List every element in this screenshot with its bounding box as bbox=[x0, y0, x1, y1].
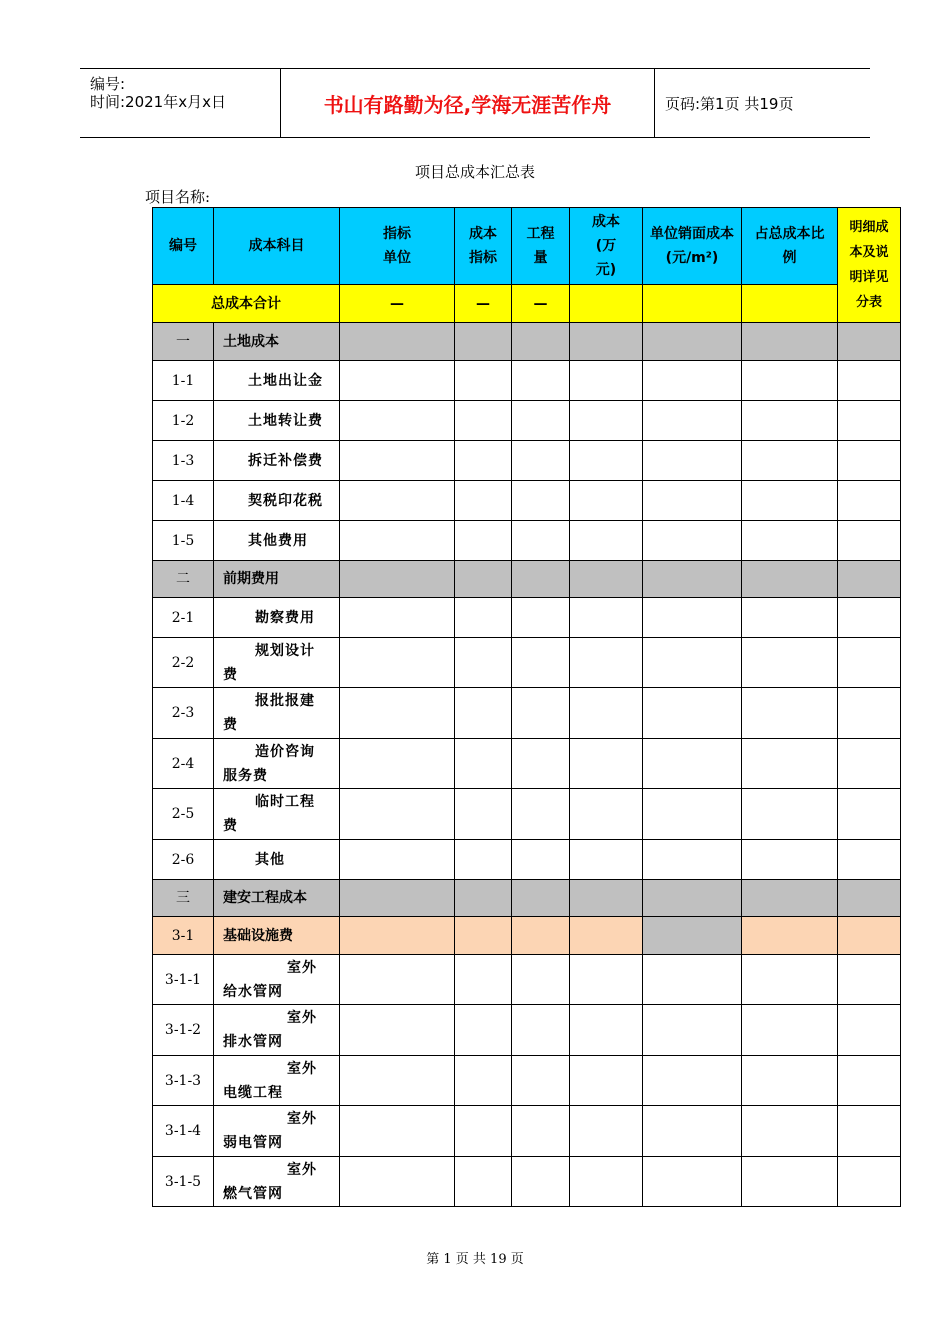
row-name-line2: 费 bbox=[223, 666, 238, 683]
header-left bbox=[80, 69, 280, 137]
row-name-line1: 室外 bbox=[287, 1060, 317, 1077]
time-label: 时间:2021年x月x日 bbox=[90, 93, 226, 111]
table-row bbox=[153, 840, 901, 880]
table-row bbox=[153, 323, 901, 361]
row-name bbox=[214, 638, 340, 688]
row-name bbox=[214, 1157, 340, 1207]
row-name bbox=[214, 739, 340, 789]
table-row bbox=[153, 1106, 901, 1157]
row-name-line2: 费 bbox=[223, 818, 238, 834]
page-footer: 第 1 页 共 19 页 bbox=[426, 1252, 524, 1267]
table-row bbox=[153, 598, 901, 638]
row-name-line1: 室外 bbox=[287, 1161, 317, 1178]
row-code: 3-1-4 bbox=[153, 1106, 214, 1157]
row-code: 1-1 bbox=[153, 361, 214, 401]
row-name: 其他费用 bbox=[214, 521, 340, 561]
row-name: 其他 bbox=[214, 840, 340, 880]
col-cost-indicator bbox=[455, 208, 512, 285]
total-label: 总成本合计 bbox=[153, 285, 340, 323]
row-name-line2: 排水管网 bbox=[223, 1034, 283, 1050]
col-quantity-text: 工程量 bbox=[526, 226, 555, 266]
row-name-line2: 给水管网 bbox=[223, 983, 283, 1000]
row-name bbox=[214, 1056, 340, 1106]
table-row bbox=[153, 688, 901, 739]
row-name: 契税印花税 bbox=[214, 481, 340, 521]
col-detail bbox=[838, 208, 901, 323]
row-name-line2: 费 bbox=[223, 717, 238, 733]
table-row bbox=[153, 1056, 901, 1106]
col-ratio bbox=[742, 208, 838, 285]
row-name-line1: 室外 bbox=[287, 1010, 317, 1026]
row-name-line1: 室外 bbox=[287, 1111, 317, 1127]
document-title: 项目总成本汇总表 bbox=[414, 163, 535, 181]
project-name-label: 项目名称: bbox=[145, 188, 211, 206]
row-code: 2-2 bbox=[153, 638, 214, 688]
col-indicator-unit bbox=[340, 208, 455, 285]
row-code: 3-1-2 bbox=[153, 1005, 214, 1056]
row-code: 1-2 bbox=[153, 401, 214, 441]
table-row bbox=[153, 1005, 901, 1056]
total-dash-indicator-unit: — bbox=[340, 285, 455, 323]
table-row bbox=[153, 1157, 901, 1207]
col-unit-sales-area bbox=[643, 208, 742, 285]
row-name-line2: 电缆工程 bbox=[223, 1084, 283, 1101]
row-name: 基础设施费 bbox=[214, 917, 340, 955]
total-row bbox=[153, 285, 901, 323]
table-row bbox=[153, 880, 901, 917]
col-quantity bbox=[512, 208, 570, 285]
row-code: 一 bbox=[153, 323, 214, 361]
row-name: 土地成本 bbox=[214, 323, 340, 361]
row-name bbox=[214, 688, 340, 739]
row-code: 1-3 bbox=[153, 441, 214, 481]
row-code: 3-1-1 bbox=[153, 955, 214, 1005]
table-row bbox=[153, 521, 901, 561]
row-name-line1: 报批报建 bbox=[255, 693, 315, 709]
page-header bbox=[80, 68, 870, 138]
table-row bbox=[153, 401, 901, 441]
total-cost bbox=[570, 285, 643, 323]
row-code: 二 bbox=[153, 561, 214, 598]
row-name-line1: 室外 bbox=[287, 959, 317, 976]
col-detail-text: 明细成本及说明详见分表 bbox=[849, 220, 889, 310]
table-row bbox=[153, 638, 901, 688]
row-code: 2-1 bbox=[153, 598, 214, 638]
total-unit-sales-area bbox=[643, 285, 742, 323]
table-row bbox=[153, 361, 901, 401]
row-code: 3-1-5 bbox=[153, 1157, 214, 1207]
total-dash-quantity: — bbox=[512, 285, 570, 323]
row-code: 2-6 bbox=[153, 840, 214, 880]
row-code: 1-5 bbox=[153, 521, 214, 561]
col-cost-text: 成本(万元) bbox=[592, 214, 620, 278]
table-row bbox=[153, 481, 901, 521]
row-code: 2-3 bbox=[153, 688, 214, 739]
col-ratio-text: 占总成本比例 bbox=[754, 226, 825, 266]
col-code: 编号 bbox=[153, 208, 214, 285]
row-name-line2: 燃气管网 bbox=[223, 1185, 283, 1202]
row-name bbox=[214, 955, 340, 1005]
row-name bbox=[214, 1005, 340, 1056]
row-name: 土地出让金 bbox=[214, 361, 340, 401]
col-subject: 成本科目 bbox=[214, 208, 340, 285]
row-name bbox=[214, 789, 340, 840]
table-row bbox=[153, 955, 901, 1005]
col-cost bbox=[570, 208, 643, 285]
table-header-row bbox=[153, 208, 901, 285]
total-ratio bbox=[742, 285, 838, 323]
table-row bbox=[153, 917, 901, 955]
col-indicator-unit-text: 指标单位 bbox=[383, 226, 411, 266]
table-row bbox=[153, 789, 901, 840]
row-name bbox=[214, 1106, 340, 1157]
table-row bbox=[153, 441, 901, 481]
table-row bbox=[153, 739, 901, 789]
row-name-line2: 弱电管网 bbox=[223, 1135, 283, 1151]
col-unit-sales-area-text: 单位销面成本(元/m²) bbox=[650, 226, 734, 266]
col-cost-indicator-text: 成本指标 bbox=[469, 226, 497, 266]
row-name-line2: 服务费 bbox=[223, 767, 268, 784]
row-name: 前期费用 bbox=[214, 561, 340, 598]
slogan: 书山有路勤为径,学海无涯苦作舟 bbox=[280, 69, 655, 137]
row-name: 建安工程成本 bbox=[214, 880, 340, 917]
row-name-line1: 规划设计 bbox=[255, 642, 315, 659]
row-name-line1: 造价咨询 bbox=[255, 743, 315, 760]
cost-summary-table bbox=[152, 207, 901, 1207]
table-row bbox=[153, 561, 901, 598]
row-name: 拆迁补偿费 bbox=[214, 441, 340, 481]
row-code: 3-1-3 bbox=[153, 1056, 214, 1106]
page-info: 页码:第1页 共19页 bbox=[665, 94, 794, 113]
row-name-line1: 临时工程 bbox=[255, 794, 315, 810]
number-label: 编号: bbox=[90, 75, 126, 93]
row-name: 勘察费用 bbox=[214, 598, 340, 638]
row-code: 2-4 bbox=[153, 739, 214, 789]
row-code: 3-1 bbox=[153, 917, 214, 955]
row-code: 2-5 bbox=[153, 789, 214, 840]
row-code: 1-4 bbox=[153, 481, 214, 521]
row-name: 土地转让费 bbox=[214, 401, 340, 441]
total-dash-cost-indicator: — bbox=[455, 285, 512, 323]
row-code: 三 bbox=[153, 880, 214, 917]
